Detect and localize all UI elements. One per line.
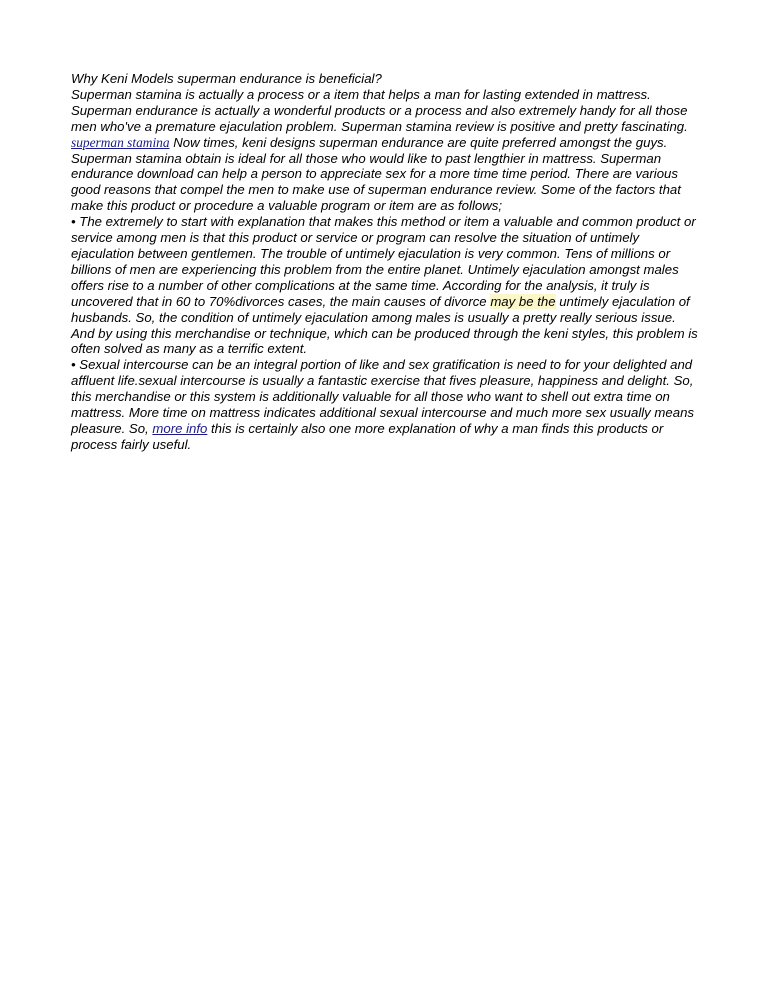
bullet2-text-start: • Sexual intercourse can be an integral portion of like and sex gratification is need to for your delighted and affluent life.sexual intercourse is usually a fantastic exercise that fives pleasure, happiness and delight. So, this merchandise or this system is additionally valuable for all those who want to shell out extra time on mattress. More time on mattress indicates additional sexual intercourse and much more sex usually means pleasure. So,	[71, 357, 695, 436]
document-title: Why Keni Models superman endurance is beneficial?	[71, 71, 382, 86]
bullet-paragraph-2	[71, 357, 701, 452]
document-page	[71, 71, 701, 453]
superman-stamina-link[interactable]: superman stamina	[71, 134, 170, 150]
more-info-link[interactable]: more info	[152, 420, 208, 436]
intro-paragraph	[71, 87, 701, 214]
bullet2-text-end: this is certainly also one more explanation of why a man finds this products or process fairly useful.	[71, 420, 664, 452]
intro-text-start: Superman stamina is actually a process or a item that helps a man for lasting extended in mattress. Superman endurance is actually a wonderful products or a process and also extremely handy for all those men who've a premature ejaculation problem. Superman stamina review is positive and pretty fascinating.	[71, 86, 688, 134]
intro-text-end: Now times, keni designs superman endurance are quite preferred amongst the guys. Superman stamina obtain is ideal for all those who would like to past lengthier in mattress. Superman endurance download can help a person to appreciate sex for a more time time period. There are various good reasons that compel the men to make use of superman endurance review. Some of the factors that make this product or procedure a valuable program or item are as follows;	[71, 134, 681, 214]
bullet1-text-start: • The extremely to start with explanation that makes this method or item a valuable and common product or service among men is that this product or service or program can resolve the situation of untimely ejaculation between gentlemen. The trouble of untimely ejaculation is very common. Tens of millions or billions of men are experiencing this problem from the entire planet. Untimely ejaculation amongst males offers rise to a number of other complications at the same time. According for the analysis, it truly is uncovered that in 60 to 70%divorces cases, the main causes of divorce	[71, 214, 696, 309]
bullet-paragraph-1	[71, 214, 701, 357]
highlighted-text: may be the	[490, 293, 556, 309]
bullet1-text-end: untimely ejaculation of husbands. So, the condition of untimely ejaculation among males is usually a pretty really serious issue. And by using this merchandise or technique, which can be produced through the keni styles, this problem is often solved as many as a terrific extent.	[71, 293, 698, 357]
